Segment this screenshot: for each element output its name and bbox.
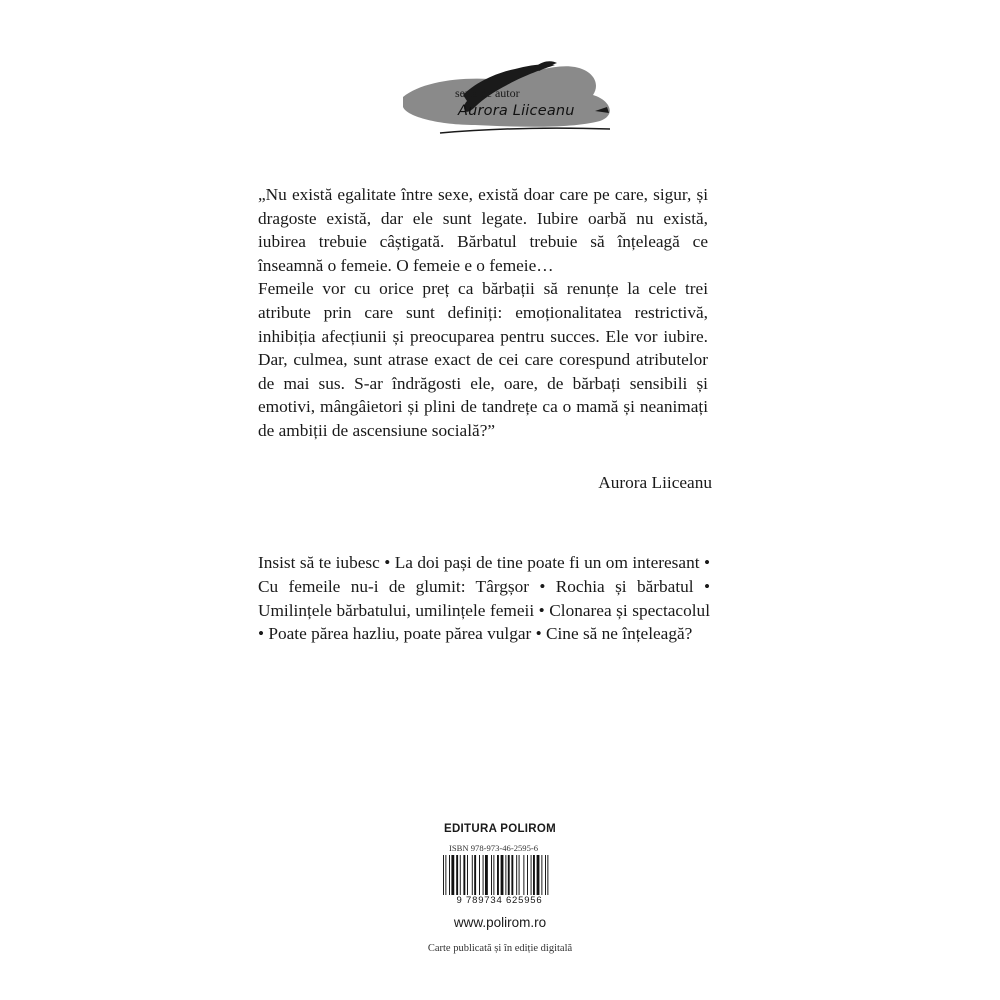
quote-paragraph-2: Femeile vor cu orice preț ca bărbații să renunțe la cele trei atribute prin care sunt definiți: emoționalitatea restrictivă, inhibiția afecțiunii și preocuparea pentru succes. Ele vor iubire. Dar, culmea, sunt atrase exact de cei care corespund atributelor de mai sus. S-ar îndrăgosti ele, oare, de bărbați sensibili și emotivi, mângâietori și plini de tandrețe ca o mamă și neanimați de ambiții de ascensiune socială?” <box>258 279 708 440</box>
publisher-name: EDITURA POLIROM <box>443 823 557 835</box>
quote-author: Aurora Liiceanu <box>598 473 712 492</box>
isbn-label: ISBN 978-973-46-2595-6 <box>449 843 539 853</box>
series-author: Aurora Liiceanu <box>458 103 575 119</box>
series-label: seria de autor <box>455 86 520 100</box>
publisher-website[interactable]: www.polirom.ro <box>453 915 547 930</box>
quote-paragraph-1: „Nu există egalitate între sexe, există doar care pe care, sigur, și dragoste există, dar ele sunt legate. Iubire oarbă nu există, iubirea trebuie câștigată. Bărbatul trebuie să înțeleagă ce înseamnă o femeie. O femeie e o femeie… <box>258 185 708 275</box>
barcode-digits: 9 789734 625956 <box>437 895 562 907</box>
digital-edition-note: Carte publicată și în ediție digitală <box>427 943 573 954</box>
back-cover-quote <box>258 183 708 443</box>
contents-list: Insist să te iubesc • La doi pași de tine poate fi un om interesant • Cu femeile nu-i de glumit: Târgșor • Rochia și bărbatul • Umilințele bărbatului, umilințele femeii • Clonarea și spectacolul • Poate părea hazliu, poate părea vulgar • Cine să ne înțeleagă? <box>258 553 710 644</box>
